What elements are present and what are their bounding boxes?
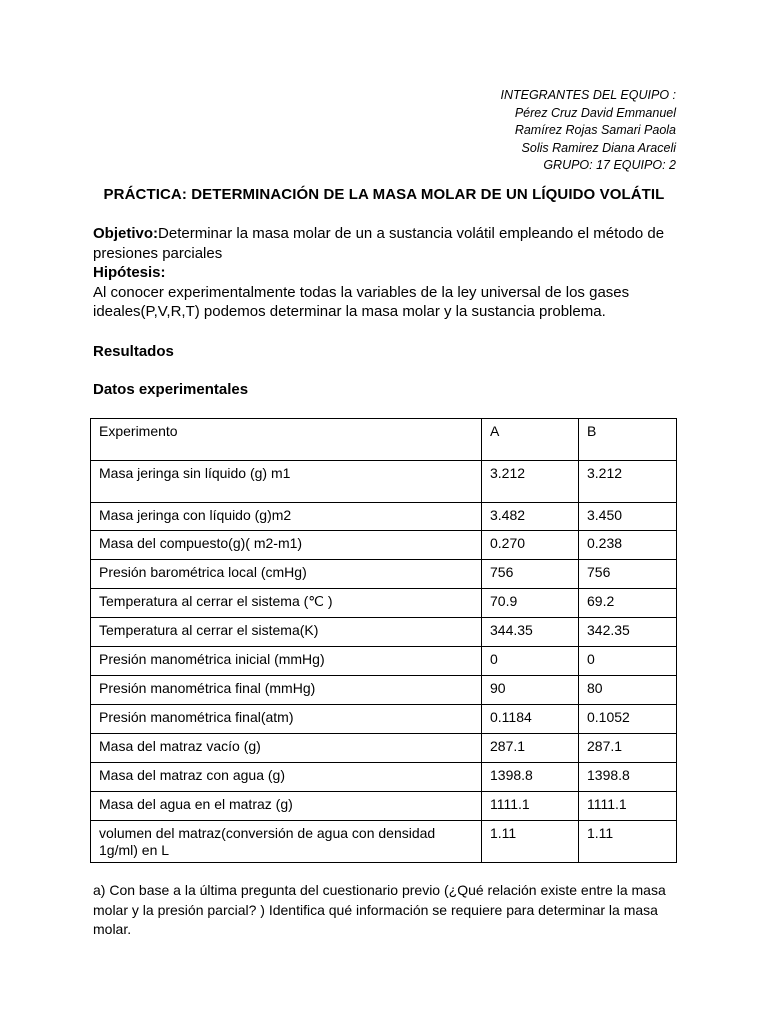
table-cell-a: 70.9: [482, 589, 579, 618]
table-row: [91, 461, 677, 503]
table-row: [91, 589, 677, 618]
experimental-data-heading: Datos experimentales: [93, 381, 249, 398]
table-row: [91, 763, 677, 792]
table-row: [91, 531, 677, 560]
table-cell-a: 0.270: [482, 531, 579, 560]
table-cell-label: Masa del matraz con agua (g): [91, 763, 482, 792]
table-row: [91, 647, 677, 676]
table-cell-b: 1398.8: [579, 763, 677, 792]
table-cell-a: 1.11: [482, 821, 579, 863]
team-heading: INTEGRANTES DEL EQUIPO :: [500, 88, 676, 102]
table-cell-a: 3.212: [482, 461, 579, 503]
objective-label: Objetivo:: [93, 225, 159, 242]
table-header-row: [91, 419, 677, 461]
table-cell-label: Masa jeringa con líquido (g)m2: [91, 503, 482, 531]
table-row: [91, 503, 677, 531]
table-cell-b: 3.212: [579, 461, 677, 503]
table-cell-b: 342.35: [579, 618, 677, 647]
team-member: Ramírez Rojas Samari Paola: [514, 123, 676, 138]
table-cell-a: 3.482: [482, 503, 579, 531]
table-cell-a: 756: [482, 560, 579, 589]
table-row: [91, 821, 677, 863]
table-cell-label: Presión barométrica local (cmHg): [91, 560, 482, 589]
table-row: [91, 618, 677, 647]
table-cell-a: 90: [482, 676, 579, 705]
table-cell-b: 287.1: [579, 734, 677, 763]
experimental-data-table: [90, 418, 677, 863]
table-cell-b: 69.2: [579, 589, 677, 618]
results-heading: Resultados: [93, 343, 174, 360]
table-cell-b: 0.1052: [579, 705, 677, 734]
table-cell-a: 0.1184: [482, 705, 579, 734]
table-row: [91, 676, 677, 705]
question-paragraph: a) Con base a la última pregunta del cuestionario previo (¿Qué relación existe entre la masa molar y la presión parcial? ) Identifica qué información se requiere para determinar la masa molar.: [93, 882, 666, 937]
hypothesis-label: Hipótesis:: [93, 264, 166, 281]
table-cell-a: 287.1: [482, 734, 579, 763]
table-cell-a: 0: [482, 647, 579, 676]
table-cell-label: Temperatura al cerrar el sistema(K): [91, 618, 482, 647]
table-header-cell: B: [579, 419, 677, 461]
table-cell-b: 80: [579, 676, 677, 705]
team-member: Pérez Cruz David Emmanuel: [514, 105, 676, 120]
table-cell-label: Masa jeringa sin líquido (g) m1: [91, 461, 482, 503]
table-cell-a: 344.35: [482, 618, 579, 647]
table-cell-label: volumen del matraz(conversión de agua con densidad 1g/ml) en L: [91, 821, 482, 863]
table-row: [91, 734, 677, 763]
document-title: PRÁCTICA: DETERMINACIÓN DE LA MASA MOLAR DE UN LÍQUIDO VOLÁTIL: [103, 186, 665, 203]
table-row: [91, 705, 677, 734]
table-cell-a: 1398.8: [482, 763, 579, 792]
hypothesis-text: Al conocer experimentalmente todas la variables de la ley universal de los gases ideales(P,V,R,T) podemos determinar la masa molar y la sustancia problema.: [93, 283, 630, 320]
table-row: [91, 560, 677, 589]
table-cell-b: 1.11: [579, 821, 677, 863]
table-cell-label: Masa del compuesto(g)( m2-m1): [91, 531, 482, 560]
table-cell-b: 0: [579, 647, 677, 676]
objective-paragraph: [93, 224, 693, 263]
objective-text: Determinar la masa molar de un a sustancia volátil empleando el método de presiones parciales: [93, 225, 665, 262]
table-cell-label: Masa del matraz vacío (g): [91, 734, 482, 763]
table-cell-b: 756: [579, 560, 677, 589]
table-row: [91, 792, 677, 821]
table-cell-label: Presión manométrica inicial (mmHg): [91, 647, 482, 676]
table-cell-b: 3.450: [579, 503, 677, 531]
table-cell-a: 1111.1: [482, 792, 579, 821]
table-header-cell: Experimento: [91, 419, 482, 461]
table-cell-label: Temperatura al cerrar el sistema (℃ ): [91, 589, 482, 618]
hypothesis-section: [93, 263, 693, 322]
table-cell-label: Presión manométrica final(atm): [91, 705, 482, 734]
team-block: [500, 87, 676, 175]
table-cell-label: Masa del agua en el matraz (g): [91, 792, 482, 821]
table-cell-b: 0.238: [579, 531, 677, 560]
team-member: Solis Ramirez Diana Araceli: [521, 140, 676, 155]
team-group: GRUPO: 17 EQUIPO: 2: [543, 158, 676, 173]
table-cell-label: Presión manométrica final (mmHg): [91, 676, 482, 705]
table-cell-b: 1111.1: [579, 792, 677, 821]
table-header-cell: A: [482, 419, 579, 461]
